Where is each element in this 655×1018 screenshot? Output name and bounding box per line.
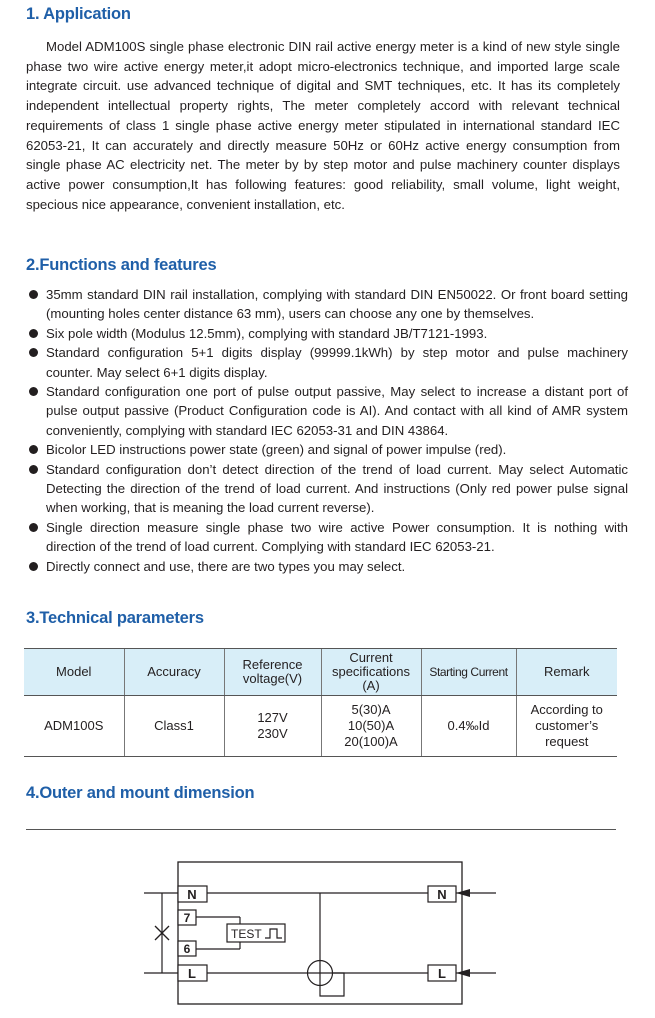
cell-remark: According to customer’s request [516,696,617,757]
header-reference-voltage: Reference voltage(V) [224,649,321,696]
list-item: Standard configuration 5+1 digits display (99999.1kWh) by step motor and pulse machinery counter. May select 6+1 digits display. [28,343,628,382]
list-item: Single direction measure single phase two wire active Power consumption. It is nothing with direction of the trend of load current. Complying with standard IEC 62053-21. [28,518,628,557]
header-starting-current: Starting Current [421,649,516,696]
cell-current-specifications: 5(30)A 10(50)A 20(100)A [321,696,421,757]
bullet-icon [29,348,38,357]
bullet-icon [29,329,38,338]
wiring-diagram [130,856,510,1012]
terminal-n-left-label: N [187,887,197,902]
application-paragraph: Model ADM100S single phase electronic DIN rail active energy meter is a kind of new style single phase two wire active energy meter,it adopt micro-electronics technique, and imported large scale integrate circuit. use advanced technique of digital and SMT techniques, etc. It has its completely independent intellectual property rights, The meter completely accord with relevant technical requirements of class 1 single phase active energy meter stipulated in international standard IEC 62053-21, It can accurately and directly measure 50Hz or 60Hz active energy consumption from single phase AC electricity net. The meter by by step motor and pulse machinery counter displays active power consumption,It has following features: good reliability, small volume, light weight, specious nice appearance, convenient installation, etc. [26,39,620,212]
list-item: Standard configuration don’t detect direction of the trend of load current. May select Automatic Detecting the direction of the trend of load current. And instructions (Only red power pulse signal when working, that is meaning the load current reverse). [28,460,628,518]
list-item: Directly connect and use, there are two types you may select. [28,557,628,576]
bullet-icon [29,465,38,474]
arrow-l-icon [456,969,470,977]
test-label: TEST [231,927,262,941]
table-header-row [24,649,617,696]
cell-starting-current: 0.4‰Id [421,696,516,757]
features-list [28,285,628,576]
header-accuracy: Accuracy [124,649,224,696]
list-item: 35mm standard DIN rail installation, complying with standard DIN EN50022. Or front board setting (mounting holes center distance 63 mm), users can choose any one by themselves. [28,285,628,324]
header-model: Model [24,649,124,696]
terminal-7-label: 7 [183,911,191,925]
technical-parameters-table [24,648,617,757]
list-item: Standard configuration one port of pulse output passive, May select to increase a distant port of pulse output passive (Product Configuration code is AI). And contact with all kind of AMR system conveniently, complying with standard IEC 62053-31 and DIN 43864. [28,382,628,440]
header-current-specifications: Current specifications (A) [321,649,421,696]
bullet-icon [29,562,38,571]
terminal-l-left-label: L [188,966,196,981]
section-divider [26,829,616,830]
bullet-icon [29,523,38,532]
cell-accuracy: Class1 [124,696,224,757]
list-item: Six pole width (Modulus 12.5mm), complying with standard JB/T7121-1993. [28,324,628,343]
terminal-6-label: 6 [183,942,191,956]
bullet-icon [29,387,38,396]
terminal-n-right-label: N [437,887,447,902]
list-item: Bicolor LED instructions power state (green) and signal of power impulse (red). [28,440,628,459]
table-row [24,696,617,757]
section-3-heading: 3.Technical parameters [26,609,204,627]
bullet-icon [29,290,38,299]
section-2-heading: 2.Functions and features [26,256,217,274]
cell-model: ADM100S [24,696,124,757]
terminal-l-right-label: L [438,966,446,981]
section-4-heading: 4.Outer and mount dimension [26,784,255,802]
cell-reference-voltage: 127V 230V [224,696,321,757]
section-1-heading: 1. Application [26,5,131,23]
header-remark: Remark [516,649,617,696]
arrow-n-icon [456,889,470,897]
bullet-icon [29,445,38,454]
